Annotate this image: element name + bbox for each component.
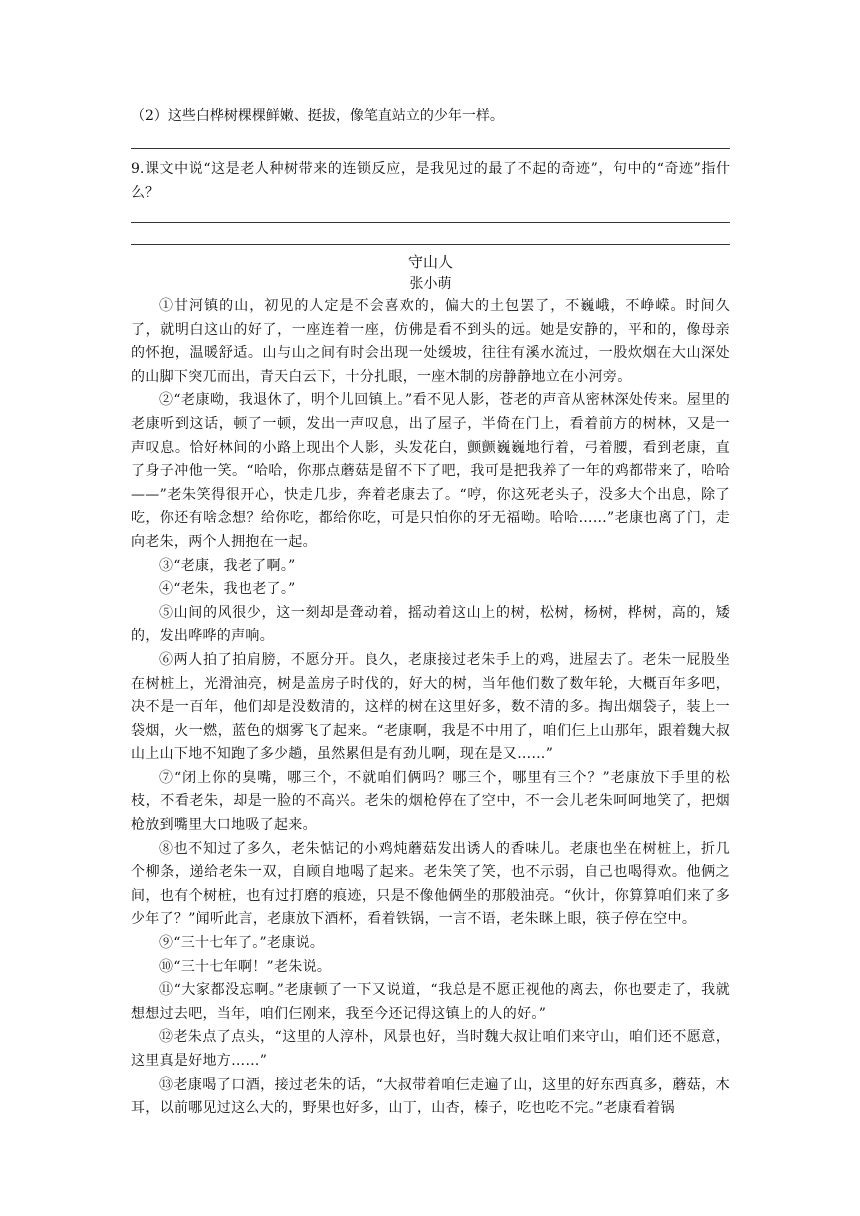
paragraph-9: ⑨“三十七年了。”老康说。 — [159, 935, 325, 952]
paragraph-7: ⑦“闭上你的臭嘴，哪三个，不就咱们俩吗？哪三个，哪里有三个？”老康放下手里的松枝，不看老朱，却是一脸的不高兴。老朱的烟枪停在了空中，不一会儿老朱呵呵地笑了，把烟枪放到嘴里大口地吸了起来。 — [131, 769, 730, 834]
paragraph-3: ③“老康，我老了啊。” — [159, 557, 296, 574]
paragraph-8: ⑧也不知过了多久，老朱惦记的小鸡炖蘑菇发出诱人的香味儿。老康也坐在树桩上，折几个柳条，递给老朱一双，自顾自地喝了起来。老朱笑了笑，也不示弱，自己也喝得欢。他俩之间，也有个树桩，也有过打磨的痕迹，只是不像他俩坐的那般油亮。“伙计，你算算咱们来了多少年了？”闻听此言，老康放下酒杯，看着铁锅，一言不语，老朱眯上眼，筷子停在空中。 — [131, 840, 730, 928]
paragraph-10: ⑩“三十七年啊！”老朱说。 — [159, 958, 332, 975]
paragraph-5: ⑤山间的风很少，这一刻却是聋动着，摇动着这山上的树，松树，杨树，桦树，高的，矮的，发出哗哗的声响。 — [131, 604, 730, 645]
content-area — [131, 104, 730, 1121]
article-author: 张小萌 — [409, 276, 452, 292]
paragraph-13: ⑬老康喝了口酒，接过老朱的话，“大叔带着咱仨走遍了山，这里的好东西真多，蘑菇，木耳，以前哪见过这么大的，野果也好多，山丁，山杏，榛子，吃也吃不完。”老康看着锅 — [131, 1076, 730, 1117]
paragraph-12: ⑫老朱点了点头，“这里的人淳朴，风景也好，当时魏大叔让咱们来守山，咱们还不愿意，这里真是好地方……” — [131, 1029, 730, 1069]
paragraph-2: ②“老康呦，我退休了，明个儿回镇上。”看不见人影，苍老的声音从密林深处传来。屋里的老康听到这话，顿了一顿，发出一声叹息，出了屋子，半倚在门上，看着前方的树林，又是一声叹息。恰好林间的小路上现出个人影，头发花白，颤颤巍巍地行着，弓着腰，看到老康，直了身子冲他一笑。“哈哈，你那点蘑菇是留不下了吧，我可是把我养了一年的鸡都带来了，哈哈——”老朱笑得很开心，快走几步，奔着老康去了。“哼，你这死老头子，没多大个出息，除了吃，你还有啥念想？给你吃，都给你吃，可是只怕你的牙无福呦。哈哈……”老康也离了门，走向老朱，两个人拥抱在一起。 — [131, 392, 730, 550]
question-8-item-2: （2）这些白桦树棵棵鲜嫩、挺拔，像笔直站立的少年一样。 — [131, 108, 504, 124]
article-body — [131, 295, 730, 1121]
paragraph-6: ⑥两人拍了拍肩膀，不愿分开。良久，老康接过老朱手上的鸡，进屋去了。老朱一屁股坐在树桩上，光滑油亮，树是盖房子时伐的，好大的树，当年他们数了数年轮，大概百年多吧，决不是一百年，他们却是没数清的，这样的树在这里好多，数不清的多。掏出烟袋子，装上一袋烟，火一燃，蓝色的烟雾飞了起来。“老康啊，我是不中用了，咱们仨上山那年，跟着魏大叔山上山下地不知跑了多少趟，虽然累但是有劲儿啊，现在是又……” — [131, 651, 730, 763]
paragraph-11: ⑪“大家都没忘啊。”老康顿了一下又说道，“我总是不愿正视他的离去，你也要走了，我就想想过去吧，当年，咱们仨刚来，我至今还记得这镇上的人的好。” — [131, 982, 730, 1022]
article-title: 守山人 — [407, 253, 453, 271]
answer-line — [131, 148, 730, 149]
question-9: 9.课文中说“这是老人种树带来的连锁反应，是我见过的最了不起的奇迹”，句中的“奇迹”指什么？ — [131, 161, 730, 201]
paragraph-1: ①甘河镇的山，初见的人定是不会喜欢的，偏大的土包罢了，不巍峨，不峥嵘。时间久了，就明白这山的好了，一座连着一座，仿佛是看不到头的远。她是安静的，平和的，像母亲的怀抱，温暖舒适。山与山之间有时会出现一处缓坡，往往有溪水流过，一股炊烟在大山深处的山脚下突兀而出，青天白云下，十分扎眼，一座木制的房静静地立在小河旁。 — [131, 298, 730, 385]
paragraph-4: ④“老朱，我也老了。” — [159, 581, 296, 598]
